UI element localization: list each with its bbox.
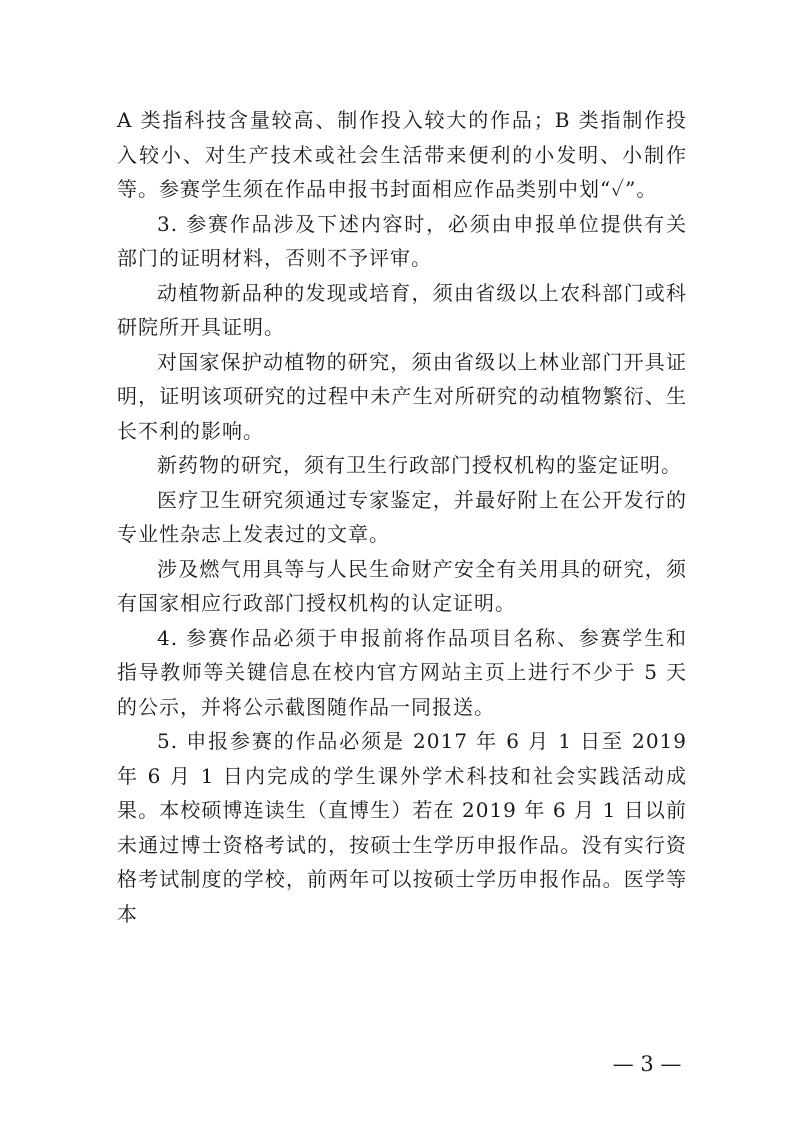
- paragraph-medical-research: 医疗卫生研究须通过专家鉴定，并最好附上在公开发行的专业性杂志上发表过的文章。: [117, 487, 687, 546]
- paragraph-gas-appliance-safety: 涉及燃气用具等与人民生命财产安全有关用具的研究，须有国家相应行政部门授权机构的认定证明。: [117, 556, 687, 615]
- page-number: — 3 —: [612, 1052, 682, 1076]
- document-body: [117, 103, 687, 931]
- paragraph-protected-species: 对国家保护动植物的研究，须由省级以上林业部门开具证明，证明该项研究的过程中未产生对所研究的动植物繁衍、生长不利的影响。: [117, 349, 687, 443]
- paragraph-plant-animal-varieties: 动植物新品种的发现或培育，须由省级以上农科部门或科研院所开具证明。: [117, 280, 687, 339]
- paragraph-section-4: 4. 参赛作品必须于申报前将作品项目名称、参赛学生和指导教师等关键信息在校内官方网站主页上进行不少于 5 天的公示，并将公示截图随作品一同报送。: [117, 625, 687, 719]
- paragraph-section-3: 3. 参赛作品涉及下述内容时，必须由申报单位提供有关部门的证明材料，否则不予评审。: [117, 211, 687, 270]
- paragraph-section-5: 5. 申报参赛的作品必须是 2017 年 6 月 1 日至 2019 年 6 月 1 日内完成的学生课外学术科技和社会实践活动成果。本校硕博连读生（直博生）若在 2019 年 6 月 1 日以前未通过博士资格考试的，按硕士生学历申报作品。没有实行资格考试制度的学校，前两年可以按硕士学历申报作品。医学等本: [117, 729, 687, 926]
- paragraph-new-medicine: 新药物的研究，须有卫生行政部门授权机构的鉴定证明。: [157, 453, 682, 477]
- paragraph-category-definitions: A 类指科技含量较高、制作投入较大的作品；B 类指制作投入较小、对生产技术或社会生活带来便利的小发明、小制作等。参赛学生须在作品申报书封面相应作品类别中划“✓”。: [117, 108, 687, 201]
